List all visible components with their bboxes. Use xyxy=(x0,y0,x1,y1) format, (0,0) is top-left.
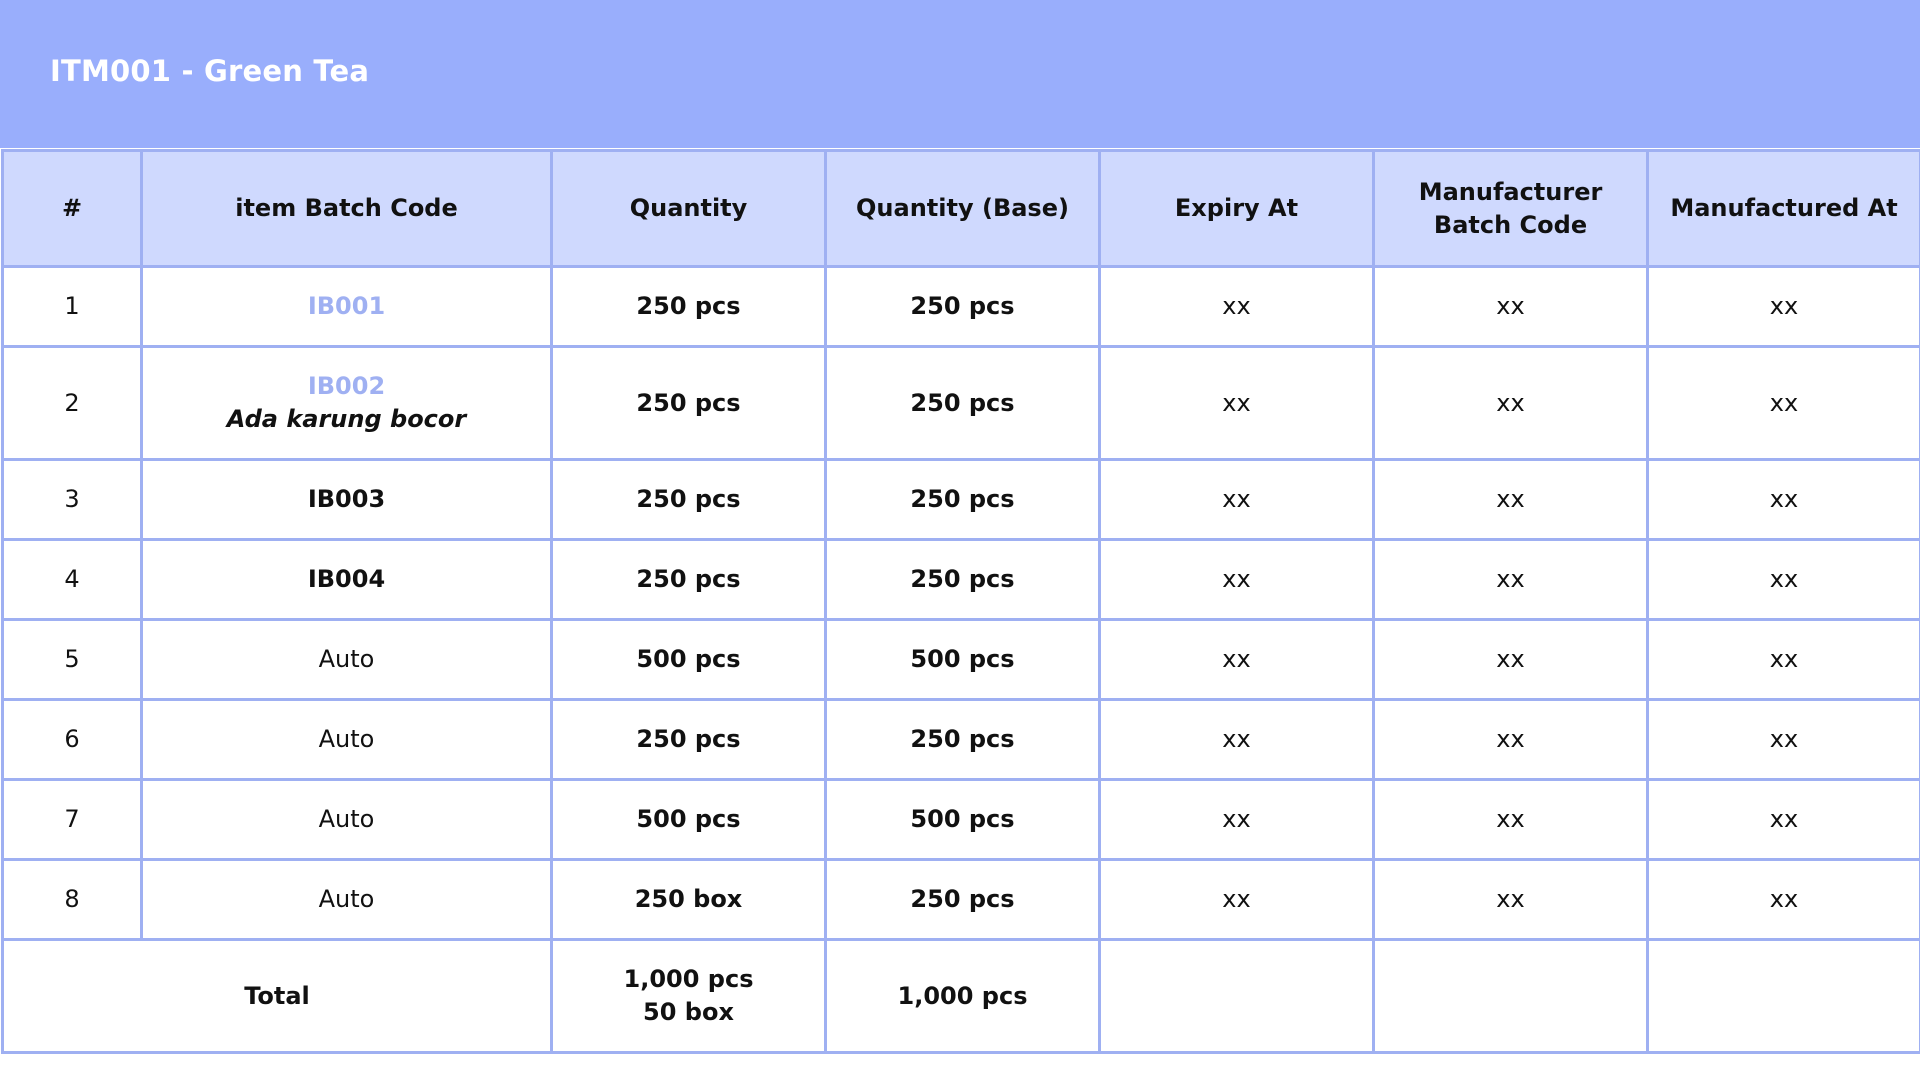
manufactured-at-cell: xx xyxy=(1648,860,1920,940)
quantity-cell: 250 pcs xyxy=(552,460,826,540)
manufactured-at-cell: xx xyxy=(1648,700,1920,780)
table-row xyxy=(3,700,1920,780)
quantity-base-cell: 250 pcs xyxy=(826,460,1100,540)
quantity-base-cell: 500 pcs xyxy=(826,620,1100,700)
table-row xyxy=(3,780,1920,860)
manufacturer-batch-code-cell: xx xyxy=(1374,780,1648,860)
expiry-at-cell: xx xyxy=(1100,460,1374,540)
batch-code: Auto xyxy=(318,645,375,673)
batch-code: Auto xyxy=(318,725,375,753)
table-body xyxy=(3,267,1920,940)
manufacturer-batch-code-cell: xx xyxy=(1374,460,1648,540)
column-header-number: # xyxy=(3,151,142,267)
row-number: 6 xyxy=(3,700,142,780)
column-header-quantity: Quantity xyxy=(552,151,826,267)
row-number: 8 xyxy=(3,860,142,940)
manufactured-at-cell: xx xyxy=(1648,620,1920,700)
total-expiry-at xyxy=(1100,940,1374,1053)
header-bar xyxy=(0,0,1920,148)
table-row xyxy=(3,620,1920,700)
manufactured-at-cell: xx xyxy=(1648,347,1920,460)
manufactured-at-cell: xx xyxy=(1648,540,1920,620)
column-header-manufacturer-batch-code: Manufacturer Batch Code xyxy=(1374,151,1648,267)
row-number: 1 xyxy=(3,267,142,347)
manufacturer-batch-code-cell: xx xyxy=(1374,860,1648,940)
batch-code-cell xyxy=(142,620,552,700)
expiry-at-cell: xx xyxy=(1100,860,1374,940)
quantity-cell: 500 pcs xyxy=(552,620,826,700)
batch-code-cell xyxy=(142,347,552,460)
row-number: 2 xyxy=(3,347,142,460)
manufacturer-batch-code-cell: xx xyxy=(1374,620,1648,700)
batch-table xyxy=(1,149,1920,1054)
total-manufacturer-batch-code xyxy=(1374,940,1648,1053)
expiry-at-cell: xx xyxy=(1100,700,1374,780)
manufactured-at-cell: xx xyxy=(1648,780,1920,860)
batch-code-cell xyxy=(142,267,552,347)
quantity-cell: 500 pcs xyxy=(552,780,826,860)
table-row xyxy=(3,860,1920,940)
manufactured-at-cell: xx xyxy=(1648,460,1920,540)
batch-code-cell xyxy=(142,780,552,860)
expiry-at-cell: xx xyxy=(1100,780,1374,860)
column-header-quantity-base: Quantity (Base) xyxy=(826,151,1100,267)
quantity-base-cell: 250 pcs xyxy=(826,347,1100,460)
batch-code-cell xyxy=(142,540,552,620)
quantity-base-cell: 250 pcs xyxy=(826,267,1100,347)
manufacturer-batch-code-cell: xx xyxy=(1374,700,1648,780)
quantity-base-cell: 250 pcs xyxy=(826,860,1100,940)
manufacturer-batch-code-cell: xx xyxy=(1374,347,1648,460)
batch-code-cell xyxy=(142,700,552,780)
column-header-batch-code: item Batch Code xyxy=(142,151,552,267)
expiry-at-cell: xx xyxy=(1100,347,1374,460)
quantity-cell: 250 pcs xyxy=(552,347,826,460)
quantity-cell: 250 pcs xyxy=(552,540,826,620)
total-quantity xyxy=(552,940,826,1053)
manufactured-at-cell: xx xyxy=(1648,267,1920,347)
quantity-base-cell: 250 pcs xyxy=(826,700,1100,780)
expiry-at-cell: xx xyxy=(1100,267,1374,347)
quantity-base-cell: 500 pcs xyxy=(826,780,1100,860)
expiry-at-cell: xx xyxy=(1100,540,1374,620)
batch-code: IB004 xyxy=(307,565,386,593)
table-row xyxy=(3,347,1920,460)
table-row xyxy=(3,460,1920,540)
table-row xyxy=(3,540,1920,620)
row-number: 5 xyxy=(3,620,142,700)
total-quantity-box: 50 box xyxy=(643,998,734,1026)
total-quantity-pcs: 1,000 pcs xyxy=(623,965,754,993)
total-row xyxy=(3,940,1920,1053)
manufacturer-batch-code-cell: xx xyxy=(1374,267,1648,347)
page-title: ITM001 - Green Tea xyxy=(50,54,370,88)
row-number: 7 xyxy=(3,780,142,860)
total-label: Total xyxy=(3,940,552,1053)
quantity-cell: 250 pcs xyxy=(552,700,826,780)
batch-code: Auto xyxy=(318,885,375,913)
row-number: 4 xyxy=(3,540,142,620)
quantity-base-cell: 250 pcs xyxy=(826,540,1100,620)
batch-code: Auto xyxy=(318,805,375,833)
total-quantity-base: 1,000 pcs xyxy=(826,940,1100,1053)
table-header-row xyxy=(3,151,1920,267)
batch-code-link[interactable]: IB002 xyxy=(307,372,386,400)
quantity-cell: 250 pcs xyxy=(552,267,826,347)
column-header-manufactured-at: Manufactured At xyxy=(1648,151,1920,267)
batch-code-cell xyxy=(142,460,552,540)
quantity-cell: 250 box xyxy=(552,860,826,940)
column-header-expiry-at: Expiry At xyxy=(1100,151,1374,267)
batch-code-link[interactable]: IB001 xyxy=(307,292,386,320)
total-manufactured-at xyxy=(1648,940,1920,1053)
batch-note: Ada karung bocor xyxy=(226,405,467,433)
batch-code: IB003 xyxy=(307,485,386,513)
expiry-at-cell: xx xyxy=(1100,620,1374,700)
row-number: 3 xyxy=(3,460,142,540)
batch-code-cell xyxy=(142,860,552,940)
manufacturer-batch-code-cell: xx xyxy=(1374,540,1648,620)
table-row xyxy=(3,267,1920,347)
